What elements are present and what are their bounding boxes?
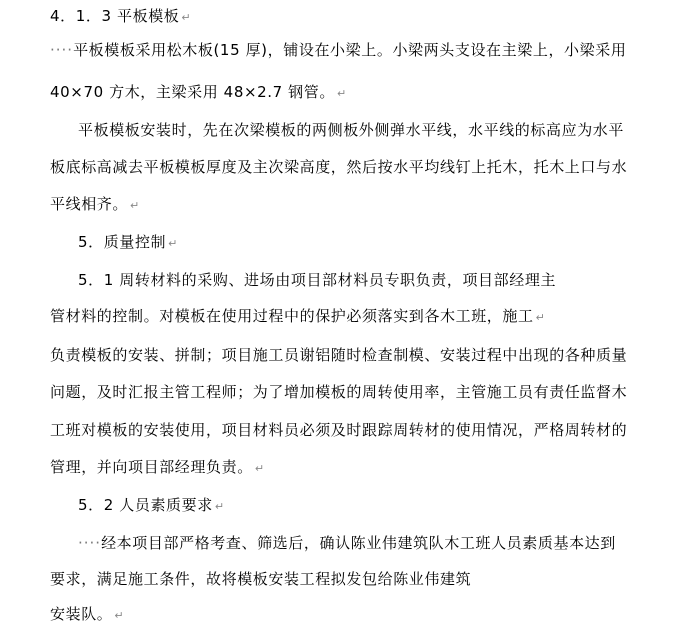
text: 工班对模板的安装使用，项目材料员必须及时跟踪周转材的使用情况，严格周转材的 bbox=[50, 421, 628, 439]
paragraph-mark-icon: ↵ bbox=[181, 11, 192, 24]
paragraph-5-line-2 bbox=[50, 569, 471, 589]
paragraph-4-line-2 bbox=[50, 382, 627, 402]
paragraph-1-line-2 bbox=[50, 82, 347, 104]
paragraph-3-line-1 bbox=[78, 270, 556, 290]
paragraph-3-line-2 bbox=[50, 306, 545, 328]
text: 安装队。 bbox=[50, 605, 113, 623]
paragraph-4-line-3 bbox=[50, 420, 627, 440]
paragraph-2-line-1 bbox=[78, 120, 624, 140]
paragraph-mark-icon: ↵ bbox=[535, 311, 546, 324]
paragraph-1-line-1 bbox=[50, 40, 626, 60]
paragraph-mark-icon: ↵ bbox=[114, 609, 125, 622]
paragraph-mark-icon: ↵ bbox=[214, 500, 225, 513]
paragraph-5-line-1 bbox=[78, 533, 616, 553]
text: 5．1 周转材料的采购、进场由项目部材料员专职负责，项目部经理主 bbox=[78, 271, 557, 289]
space-marks: ···· bbox=[78, 534, 102, 552]
text: 经本项目部严格考查、筛选后，确认陈业伟建筑队木工班人员素质基本达到 bbox=[101, 534, 616, 552]
text: 40×70 方木，主梁采用 48×2.7 钢管。 bbox=[50, 83, 335, 101]
heading-text: 5．质量控制 bbox=[78, 233, 167, 251]
paragraph-4-line-4 bbox=[50, 457, 265, 479]
text: 管理，并向项目部经理负责。 bbox=[50, 458, 253, 476]
paragraph-mark-icon: ↵ bbox=[336, 87, 347, 100]
heading-5-2 bbox=[78, 495, 225, 517]
space-marks: ···· bbox=[50, 41, 74, 59]
text: 平板模板采用松木板(15 厚)，铺设在小梁上。小梁两头支设在主梁上，小梁采用 bbox=[73, 41, 627, 59]
paragraph-mark-icon: ↵ bbox=[168, 237, 178, 250]
text: 平线相齐。 bbox=[50, 195, 129, 213]
text: 负责模板的安装、拼制；项目施工员谢铝随时检查制模、安装过程中出现的各种质量 bbox=[50, 346, 628, 364]
paragraph-mark-icon: ↵ bbox=[130, 199, 140, 212]
heading-text: 5．2 人员素质要求 bbox=[78, 496, 213, 514]
text: 平板模板安装时，先在次梁模板的两侧板外侧弹水平线，水平线的标高应为水平 bbox=[78, 121, 625, 139]
paragraph-mark-icon: ↵ bbox=[254, 462, 265, 475]
text: 要求，满足施工条件，故将模板安装工程拟发包给陈业伟建筑 bbox=[50, 570, 472, 588]
text: 板底标高减去平板模板厚度及主次梁高度，然后按水平均线钉上托木，托木上口与水 bbox=[50, 158, 628, 176]
heading-text: 4．1．3 平板模板 bbox=[50, 7, 180, 25]
heading-4-1-3 bbox=[50, 6, 191, 28]
paragraph-5-line-3 bbox=[50, 604, 124, 626]
heading-5 bbox=[78, 232, 178, 254]
text: 问题，及时汇报主管工程师；为了增加模板的周转使用率，主管施工员有责任监督木 bbox=[50, 383, 628, 401]
paragraph-2-line-2 bbox=[50, 157, 627, 177]
paragraph-2-line-3 bbox=[50, 194, 140, 216]
text: 管材料的控制。对模板在使用过程中的保护必须落实到各木工班，施工 bbox=[50, 307, 534, 325]
paragraph-4-line-1 bbox=[50, 345, 627, 365]
